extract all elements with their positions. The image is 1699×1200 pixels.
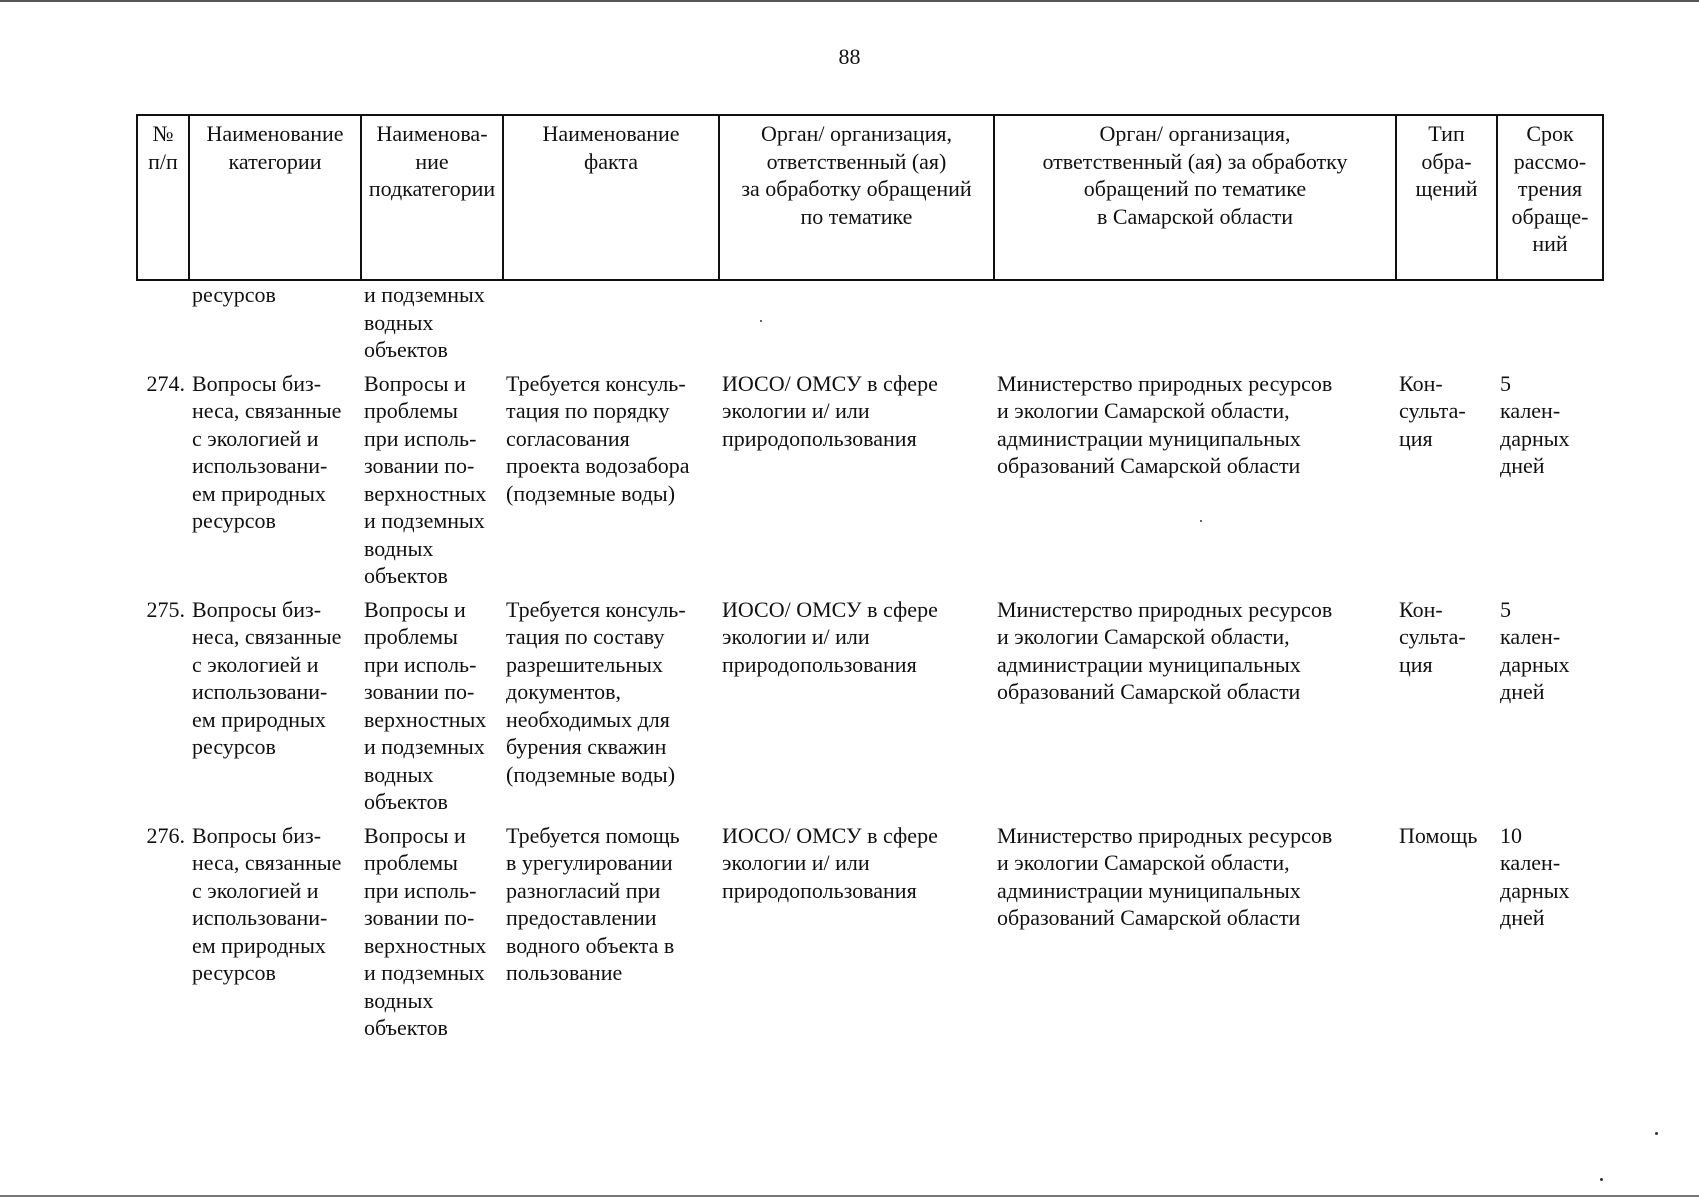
row-organ: ИОСО/ ОМСУ в сфере экологии и/ или природопользования xyxy=(722,596,938,677)
table-row xyxy=(137,596,1603,822)
row-organ: ИОСО/ ОМСУ в сфере экологии и/ или природопользования xyxy=(722,822,938,903)
row-fact: Требуется консуль- тация по порядку согласования проекта водозабора (подземные воды) xyxy=(506,370,690,506)
header-category: Наименование категории xyxy=(189,115,361,280)
row-number: 275. xyxy=(146,596,185,622)
row-type: Кон- сульта- ция xyxy=(1399,596,1466,677)
row-number: 276. xyxy=(146,822,185,848)
header-fact: Наименование факта xyxy=(503,115,719,280)
scan-speck xyxy=(1655,1132,1658,1135)
row-organ-samara: Министерство природных ресурсов и экологии Самарской области, администрации муниципальных образований Самарской области xyxy=(997,596,1333,704)
table-row-continuation xyxy=(137,280,1603,370)
row-organ: ИОСО/ ОМСУ в сфере экологии и/ или природопользования xyxy=(722,370,938,451)
document-table xyxy=(136,114,1604,1048)
scan-edge-bottom xyxy=(0,1195,1699,1197)
row-type: Кон- сульта- ция xyxy=(1399,370,1466,451)
scan-edge-top xyxy=(0,0,1699,2)
row-fact: Требуется консуль- тация по составу разрешительных документов, необходимых для бурения скважин (подземные воды) xyxy=(506,596,686,787)
header-type: Тип обра- щений xyxy=(1396,115,1497,280)
table-row xyxy=(137,822,1603,1048)
header-organ-samara: Орган/ организация, ответственный (ая) за обработку обращений по тематике в Самарской области xyxy=(994,115,1396,280)
continuation-category: ресурсов xyxy=(192,282,276,307)
table-row xyxy=(137,370,1603,596)
table-header-row xyxy=(137,115,1603,280)
row-subcategory: Вопросы и проблемы при исполь- зовании по- верхностных и подземных водных объектов xyxy=(364,822,487,1040)
header-organ: Орган/ организация, ответственный (ая) за обработку обращений по тематике xyxy=(719,115,994,280)
row-subcategory: Вопросы и проблемы при исполь- зовании по- верхностных и подземных водных объектов xyxy=(364,370,487,588)
row-fact: Требуется помощь в урегулировании разногласий при предоставлении водного объекта в пользование xyxy=(506,822,680,985)
row-organ-samara: Министерство природных ресурсов и экологии Самарской области, администрации муниципальных образований Самарской области xyxy=(997,822,1333,930)
row-subcategory: Вопросы и проблемы при исполь- зовании по- верхностных и подземных водных объектов xyxy=(364,596,487,814)
row-type: Помощь xyxy=(1399,822,1478,848)
row-term: 5 кален- дарных дней xyxy=(1500,370,1570,478)
row-category: Вопросы биз- неса, связанные с экологией и использовани- ем природных ресурсов xyxy=(192,370,342,533)
row-organ-samara: Министерство природных ресурсов и экологии Самарской области, администрации муниципальных образований Самарской области xyxy=(997,370,1333,478)
header-term: Срок рассмо- трения обраще- ний xyxy=(1497,115,1603,280)
row-term: 10 кален- дарных дней xyxy=(1500,822,1570,930)
header-subcategory: Наименова- ние подкатегории xyxy=(361,115,503,280)
scan-speck xyxy=(1600,1178,1603,1181)
row-term: 5 кален- дарных дней xyxy=(1500,596,1570,704)
scan-speck xyxy=(1200,520,1202,522)
continuation-subcategory: и подземных водных объектов xyxy=(364,282,485,362)
scan-speck xyxy=(760,320,762,322)
page-number: 88 xyxy=(838,44,861,69)
row-category: Вопросы биз- неса, связанные с экологией и использовани- ем природных ресурсов xyxy=(192,822,342,985)
row-number: 274. xyxy=(146,370,185,396)
row-category: Вопросы биз- неса, связанные с экологией и использовани- ем природных ресурсов xyxy=(192,596,342,759)
header-number: № п/п xyxy=(137,115,189,280)
